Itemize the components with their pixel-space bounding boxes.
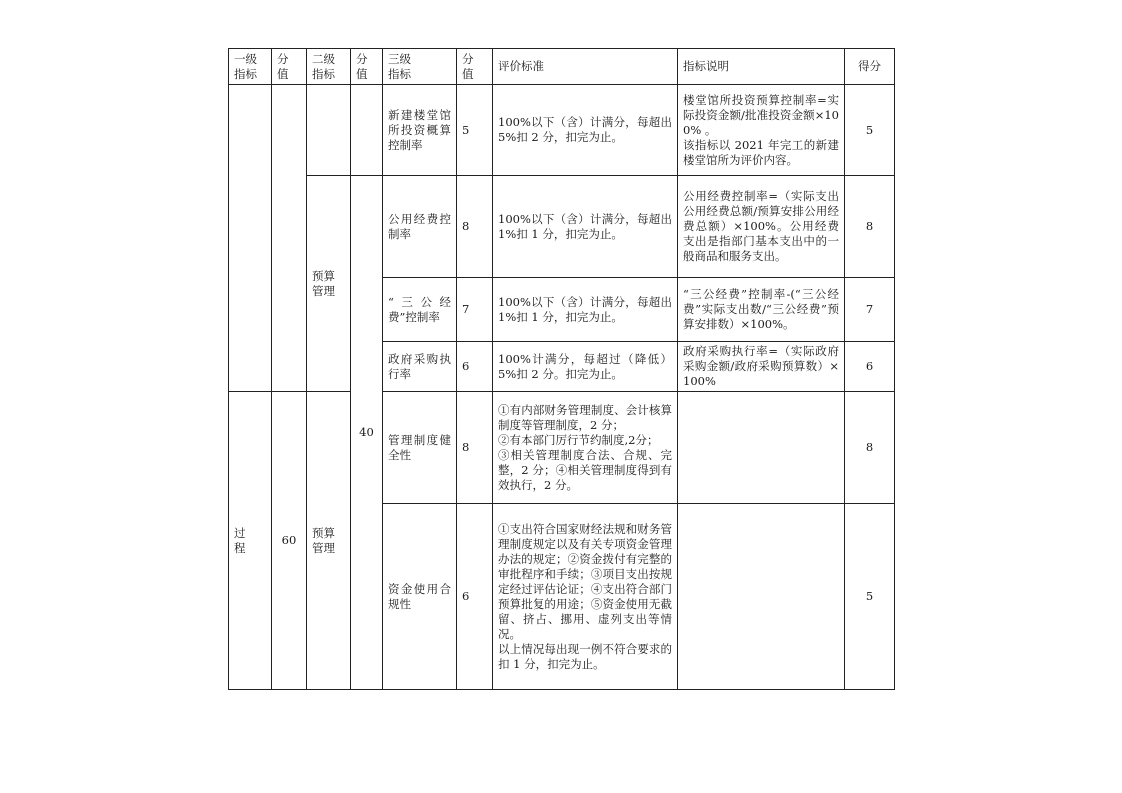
header-result: 得分: [845, 49, 895, 85]
table-row: [229, 85, 895, 176]
explanation-cell: [678, 504, 845, 690]
indicator-cell: 管理制度健全性: [383, 392, 457, 504]
criteria-cell: 100%计满分，每超过（降低）5%扣 2 分。扣完为止。: [493, 342, 678, 392]
indicator-cell: 资金使用合规性: [383, 504, 457, 690]
explanation-cell: “三公经费”控制率-(“三公经费”实际支出数/“三公经费”预算安排数）×100%。: [678, 278, 845, 342]
level2-name-cell: 预算 管理: [307, 392, 351, 690]
indicator-cell: 公用经费控制率: [383, 176, 457, 278]
explanation-cell: 公用经费控制率=（实际支出公用经费总额/预算安排公用经费总额）×100%。公用经费支出是指部门基本支出中的一般商品和服务支出。: [678, 176, 845, 278]
level2-name-cell: 预算 管理: [307, 176, 351, 392]
criteria-cell: ①有内部财务管理制度、会计核算制度等管理制度，2 分； ②有本部门厉行节约制度,2分； ③相关管理制度合法、合规、完整，2 分；④相关管理制度得到有效执行，2 分。: [493, 392, 678, 504]
criteria-cell: 100%以下（含）计满分，每超出 5%扣 2 分，扣完为止。: [493, 85, 678, 176]
result-cell: 7: [845, 278, 895, 342]
level1-score-cell: 60: [272, 392, 307, 690]
level2-score-cell: 40: [351, 176, 383, 690]
result-cell: 8: [845, 392, 895, 504]
header-level3: 三级 指标: [383, 49, 457, 85]
header-criteria: 评价标准: [493, 49, 678, 85]
result-cell: 5: [845, 504, 895, 690]
indicator-score: 8: [457, 176, 493, 278]
explanation-cell: [678, 392, 845, 504]
level1-name-cell: 过 程: [229, 392, 272, 690]
table-row: [229, 392, 895, 504]
criteria-cell: 100%以下（含）计满分，每超出 1%扣 1 分，扣完为止。: [493, 278, 678, 342]
indicator-score: 8: [457, 392, 493, 504]
header-score2: 分 值: [351, 49, 383, 85]
indicator-cell: 新建楼堂馆所投资概算控制率: [383, 85, 457, 176]
criteria-cell: 100%以下（含）计满分，每超出 1%扣 1 分，扣完为止。: [493, 176, 678, 278]
indicator-score: 6: [457, 342, 493, 392]
header-level2: 二级 指标: [307, 49, 351, 85]
criteria-cell: ①支出符合国家财经法规和财务管理制度规定以及有关专项资金管理办法的规定；②资金拨付有完整的审批程序和手续；③项目支出按规定经过评估论证；④支出符合部门预算批复的用途；⑤资金使用无截留、挤占、挪用、虚列支出等情况。 以上情况每出现一例不符合要求的扣 1 分，扣完为止。: [493, 504, 678, 690]
score2-empty-cell: [351, 85, 383, 176]
header-row: [229, 49, 895, 85]
explanation-cell: 楼堂馆所投资预算控制率=实际投资金额/批准投资金额×100% 。 该指标以 2021 年完工的新建楼堂馆所为评价内容。: [678, 85, 845, 176]
result-cell: 8: [845, 176, 895, 278]
indicator-score: 6: [457, 504, 493, 690]
table-row: [229, 176, 895, 278]
result-cell: 6: [845, 342, 895, 392]
result-cell: 5: [845, 85, 895, 176]
explanation-cell: 政府采购执行率=（实际政府采购金额/政府采购预算数）×100%: [678, 342, 845, 392]
indicator-cell: “三公经费”控制率: [383, 278, 457, 342]
score1-empty-cell: [272, 85, 307, 392]
header-explanation: 指标说明: [678, 49, 845, 85]
indicator-score: 7: [457, 278, 493, 342]
evaluation-table: [228, 48, 895, 690]
indicator-cell: 政府采购执行率: [383, 342, 457, 392]
header-score1: 分 值: [272, 49, 307, 85]
level1-empty-cell: [229, 85, 272, 392]
header-score3: 分 值: [457, 49, 493, 85]
indicator-score: 5: [457, 85, 493, 176]
level2-empty-cell: [307, 85, 351, 176]
header-level1: 一级 指标: [229, 49, 272, 85]
